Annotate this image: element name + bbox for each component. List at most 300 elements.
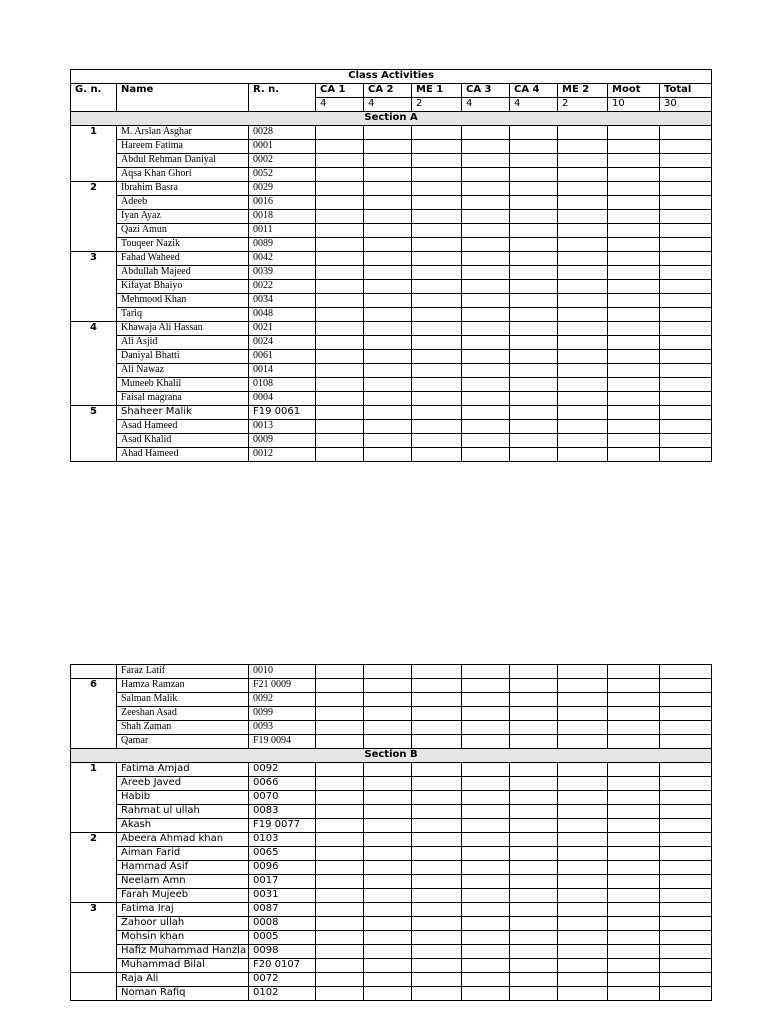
score-cell-ca4[interactable] xyxy=(510,735,558,749)
score-cell-ca4[interactable] xyxy=(510,931,558,945)
score-cell-ca1[interactable] xyxy=(316,294,364,308)
score-cell-me1[interactable] xyxy=(412,196,462,210)
score-cell-me2[interactable] xyxy=(558,987,608,1001)
score-cell-total[interactable] xyxy=(660,126,712,140)
score-cell-total[interactable] xyxy=(660,875,712,889)
score-cell-ca1[interactable] xyxy=(316,931,364,945)
score-cell-total[interactable] xyxy=(660,266,712,280)
score-cell-ca2[interactable] xyxy=(364,322,412,336)
score-cell-me1[interactable] xyxy=(412,847,462,861)
score-cell-me1[interactable] xyxy=(412,392,462,406)
score-cell-ca1[interactable] xyxy=(316,182,364,196)
score-cell-me2[interactable] xyxy=(558,154,608,168)
score-cell-ca2[interactable] xyxy=(364,266,412,280)
score-cell-me2[interactable] xyxy=(558,721,608,735)
score-cell-ca2[interactable] xyxy=(364,224,412,238)
score-cell-moot[interactable] xyxy=(608,833,660,847)
score-cell-ca1[interactable] xyxy=(316,805,364,819)
score-cell-me1[interactable] xyxy=(412,861,462,875)
score-cell-ca4[interactable] xyxy=(510,336,558,350)
score-cell-me1[interactable] xyxy=(412,266,462,280)
score-cell-me2[interactable] xyxy=(558,847,608,861)
score-cell-me1[interactable] xyxy=(412,707,462,721)
score-cell-ca3[interactable] xyxy=(462,182,510,196)
score-cell-ca4[interactable] xyxy=(510,721,558,735)
score-cell-me1[interactable] xyxy=(412,182,462,196)
score-cell-me1[interactable] xyxy=(412,917,462,931)
score-cell-me2[interactable] xyxy=(558,819,608,833)
score-cell-me1[interactable] xyxy=(412,322,462,336)
score-cell-ca2[interactable] xyxy=(364,308,412,322)
score-cell-moot[interactable] xyxy=(608,392,660,406)
score-cell-moot[interactable] xyxy=(608,154,660,168)
score-cell-ca3[interactable] xyxy=(462,168,510,182)
score-cell-me2[interactable] xyxy=(558,210,608,224)
score-cell-total[interactable] xyxy=(660,945,712,959)
score-cell-ca3[interactable] xyxy=(462,266,510,280)
score-cell-me2[interactable] xyxy=(558,889,608,903)
score-cell-ca3[interactable] xyxy=(462,791,510,805)
score-cell-moot[interactable] xyxy=(608,140,660,154)
score-cell-ca3[interactable] xyxy=(462,154,510,168)
score-cell-ca4[interactable] xyxy=(510,392,558,406)
score-cell-ca4[interactable] xyxy=(510,679,558,693)
score-cell-moot[interactable] xyxy=(608,168,660,182)
score-cell-moot[interactable] xyxy=(608,420,660,434)
score-cell-ca1[interactable] xyxy=(316,224,364,238)
score-cell-ca4[interactable] xyxy=(510,959,558,973)
score-cell-total[interactable] xyxy=(660,805,712,819)
score-cell-ca4[interactable] xyxy=(510,945,558,959)
score-cell-me1[interactable] xyxy=(412,693,462,707)
score-cell-moot[interactable] xyxy=(608,336,660,350)
score-cell-ca2[interactable] xyxy=(364,973,412,987)
score-cell-ca1[interactable] xyxy=(316,336,364,350)
score-cell-me2[interactable] xyxy=(558,945,608,959)
score-cell-moot[interactable] xyxy=(608,679,660,693)
score-cell-me2[interactable] xyxy=(558,336,608,350)
score-cell-me1[interactable] xyxy=(412,210,462,224)
score-cell-ca1[interactable] xyxy=(316,889,364,903)
score-cell-ca2[interactable] xyxy=(364,903,412,917)
score-cell-ca2[interactable] xyxy=(364,805,412,819)
score-cell-me2[interactable] xyxy=(558,861,608,875)
score-cell-ca2[interactable] xyxy=(364,392,412,406)
score-cell-ca2[interactable] xyxy=(364,182,412,196)
score-cell-ca4[interactable] xyxy=(510,154,558,168)
score-cell-moot[interactable] xyxy=(608,987,660,1001)
score-cell-me2[interactable] xyxy=(558,679,608,693)
score-cell-ca2[interactable] xyxy=(364,987,412,1001)
score-cell-total[interactable] xyxy=(660,154,712,168)
score-cell-ca3[interactable] xyxy=(462,196,510,210)
score-cell-me2[interactable] xyxy=(558,735,608,749)
score-cell-moot[interactable] xyxy=(608,707,660,721)
score-cell-total[interactable] xyxy=(660,378,712,392)
score-cell-ca4[interactable] xyxy=(510,266,558,280)
score-cell-ca2[interactable] xyxy=(364,847,412,861)
score-cell-moot[interactable] xyxy=(608,763,660,777)
score-cell-ca2[interactable] xyxy=(364,350,412,364)
score-cell-ca1[interactable] xyxy=(316,448,364,462)
score-cell-me2[interactable] xyxy=(558,392,608,406)
score-cell-ca4[interactable] xyxy=(510,252,558,266)
score-cell-me1[interactable] xyxy=(412,721,462,735)
score-cell-moot[interactable] xyxy=(608,931,660,945)
score-cell-ca4[interactable] xyxy=(510,777,558,791)
score-cell-ca4[interactable] xyxy=(510,903,558,917)
score-cell-ca2[interactable] xyxy=(364,406,412,420)
score-cell-me2[interactable] xyxy=(558,140,608,154)
score-cell-ca2[interactable] xyxy=(364,448,412,462)
score-cell-ca2[interactable] xyxy=(364,721,412,735)
score-cell-total[interactable] xyxy=(660,336,712,350)
score-cell-ca1[interactable] xyxy=(316,420,364,434)
score-cell-me1[interactable] xyxy=(412,791,462,805)
score-cell-me1[interactable] xyxy=(412,931,462,945)
score-cell-ca3[interactable] xyxy=(462,917,510,931)
score-cell-moot[interactable] xyxy=(608,847,660,861)
score-cell-ca4[interactable] xyxy=(510,707,558,721)
score-cell-total[interactable] xyxy=(660,364,712,378)
score-cell-me1[interactable] xyxy=(412,889,462,903)
score-cell-me1[interactable] xyxy=(412,959,462,973)
score-cell-moot[interactable] xyxy=(608,959,660,973)
score-cell-me2[interactable] xyxy=(558,875,608,889)
score-cell-me2[interactable] xyxy=(558,805,608,819)
score-cell-ca1[interactable] xyxy=(316,392,364,406)
score-cell-total[interactable] xyxy=(660,224,712,238)
score-cell-total[interactable] xyxy=(660,791,712,805)
score-cell-ca1[interactable] xyxy=(316,196,364,210)
score-cell-me1[interactable] xyxy=(412,679,462,693)
score-cell-ca1[interactable] xyxy=(316,434,364,448)
score-cell-total[interactable] xyxy=(660,420,712,434)
score-cell-ca1[interactable] xyxy=(316,791,364,805)
score-cell-total[interactable] xyxy=(660,763,712,777)
score-cell-ca3[interactable] xyxy=(462,350,510,364)
score-cell-me2[interactable] xyxy=(558,266,608,280)
score-cell-ca2[interactable] xyxy=(364,378,412,392)
score-cell-ca4[interactable] xyxy=(510,294,558,308)
score-cell-ca4[interactable] xyxy=(510,406,558,420)
score-cell-moot[interactable] xyxy=(608,378,660,392)
score-cell-me2[interactable] xyxy=(558,777,608,791)
score-cell-moot[interactable] xyxy=(608,665,660,679)
score-cell-moot[interactable] xyxy=(608,322,660,336)
score-cell-me2[interactable] xyxy=(558,126,608,140)
score-cell-ca4[interactable] xyxy=(510,973,558,987)
score-cell-ca3[interactable] xyxy=(462,140,510,154)
score-cell-me1[interactable] xyxy=(412,378,462,392)
score-cell-ca1[interactable] xyxy=(316,917,364,931)
score-cell-ca2[interactable] xyxy=(364,252,412,266)
score-cell-total[interactable] xyxy=(660,238,712,252)
score-cell-me2[interactable] xyxy=(558,448,608,462)
score-cell-ca2[interactable] xyxy=(364,945,412,959)
score-cell-me1[interactable] xyxy=(412,434,462,448)
score-cell-ca1[interactable] xyxy=(316,280,364,294)
score-cell-me2[interactable] xyxy=(558,280,608,294)
score-cell-moot[interactable] xyxy=(608,224,660,238)
score-cell-me1[interactable] xyxy=(412,308,462,322)
score-cell-ca1[interactable] xyxy=(316,679,364,693)
score-cell-ca1[interactable] xyxy=(316,875,364,889)
score-cell-ca2[interactable] xyxy=(364,917,412,931)
score-cell-total[interactable] xyxy=(660,889,712,903)
score-cell-total[interactable] xyxy=(660,196,712,210)
score-cell-ca4[interactable] xyxy=(510,224,558,238)
score-cell-me1[interactable] xyxy=(412,819,462,833)
score-cell-ca3[interactable] xyxy=(462,819,510,833)
score-cell-total[interactable] xyxy=(660,434,712,448)
score-cell-ca2[interactable] xyxy=(364,665,412,679)
score-cell-me1[interactable] xyxy=(412,903,462,917)
score-cell-me1[interactable] xyxy=(412,350,462,364)
score-cell-me2[interactable] xyxy=(558,665,608,679)
score-cell-ca4[interactable] xyxy=(510,322,558,336)
score-cell-ca2[interactable] xyxy=(364,210,412,224)
score-cell-ca2[interactable] xyxy=(364,364,412,378)
score-cell-me1[interactable] xyxy=(412,420,462,434)
score-cell-me1[interactable] xyxy=(412,364,462,378)
score-cell-ca3[interactable] xyxy=(462,735,510,749)
score-cell-me2[interactable] xyxy=(558,294,608,308)
score-cell-total[interactable] xyxy=(660,833,712,847)
score-cell-ca1[interactable] xyxy=(316,168,364,182)
score-cell-me2[interactable] xyxy=(558,763,608,777)
score-cell-me1[interactable] xyxy=(412,763,462,777)
score-cell-ca1[interactable] xyxy=(316,987,364,1001)
score-cell-ca4[interactable] xyxy=(510,448,558,462)
score-cell-moot[interactable] xyxy=(608,308,660,322)
score-cell-me2[interactable] xyxy=(558,917,608,931)
score-cell-ca2[interactable] xyxy=(364,875,412,889)
score-cell-ca2[interactable] xyxy=(364,420,412,434)
score-cell-ca3[interactable] xyxy=(462,280,510,294)
score-cell-me2[interactable] xyxy=(558,973,608,987)
score-cell-me2[interactable] xyxy=(558,308,608,322)
score-cell-ca1[interactable] xyxy=(316,959,364,973)
score-cell-ca1[interactable] xyxy=(316,210,364,224)
score-cell-ca3[interactable] xyxy=(462,252,510,266)
score-cell-total[interactable] xyxy=(660,861,712,875)
score-cell-me2[interactable] xyxy=(558,350,608,364)
score-cell-me2[interactable] xyxy=(558,238,608,252)
score-cell-ca4[interactable] xyxy=(510,665,558,679)
score-cell-ca2[interactable] xyxy=(364,196,412,210)
score-cell-total[interactable] xyxy=(660,721,712,735)
score-cell-ca1[interactable] xyxy=(316,847,364,861)
score-cell-me1[interactable] xyxy=(412,252,462,266)
score-cell-moot[interactable] xyxy=(608,819,660,833)
score-cell-ca3[interactable] xyxy=(462,378,510,392)
score-cell-me1[interactable] xyxy=(412,154,462,168)
score-cell-me2[interactable] xyxy=(558,378,608,392)
score-cell-ca4[interactable] xyxy=(510,819,558,833)
score-cell-moot[interactable] xyxy=(608,238,660,252)
score-cell-ca4[interactable] xyxy=(510,378,558,392)
score-cell-ca1[interactable] xyxy=(316,721,364,735)
score-cell-ca2[interactable] xyxy=(364,735,412,749)
score-cell-moot[interactable] xyxy=(608,735,660,749)
score-cell-total[interactable] xyxy=(660,917,712,931)
score-cell-ca1[interactable] xyxy=(316,973,364,987)
score-cell-moot[interactable] xyxy=(608,861,660,875)
score-cell-total[interactable] xyxy=(660,350,712,364)
score-cell-ca2[interactable] xyxy=(364,434,412,448)
score-cell-moot[interactable] xyxy=(608,777,660,791)
score-cell-total[interactable] xyxy=(660,294,712,308)
score-cell-ca2[interactable] xyxy=(364,833,412,847)
score-cell-ca2[interactable] xyxy=(364,280,412,294)
score-cell-moot[interactable] xyxy=(608,693,660,707)
score-cell-me2[interactable] xyxy=(558,406,608,420)
score-cell-ca3[interactable] xyxy=(462,777,510,791)
score-cell-moot[interactable] xyxy=(608,805,660,819)
score-cell-ca3[interactable] xyxy=(462,224,510,238)
score-cell-ca1[interactable] xyxy=(316,308,364,322)
score-cell-ca1[interactable] xyxy=(316,126,364,140)
score-cell-ca3[interactable] xyxy=(462,875,510,889)
score-cell-ca2[interactable] xyxy=(364,931,412,945)
score-cell-ca4[interactable] xyxy=(510,847,558,861)
score-cell-ca4[interactable] xyxy=(510,280,558,294)
score-cell-ca1[interactable] xyxy=(316,406,364,420)
score-cell-ca1[interactable] xyxy=(316,763,364,777)
score-cell-me1[interactable] xyxy=(412,294,462,308)
score-cell-ca3[interactable] xyxy=(462,945,510,959)
score-cell-ca1[interactable] xyxy=(316,322,364,336)
score-cell-ca3[interactable] xyxy=(462,364,510,378)
score-cell-ca2[interactable] xyxy=(364,126,412,140)
score-cell-ca3[interactable] xyxy=(462,987,510,1001)
score-cell-ca4[interactable] xyxy=(510,420,558,434)
score-cell-me1[interactable] xyxy=(412,126,462,140)
score-cell-total[interactable] xyxy=(660,959,712,973)
score-cell-ca4[interactable] xyxy=(510,434,558,448)
score-cell-ca3[interactable] xyxy=(462,805,510,819)
score-cell-total[interactable] xyxy=(660,693,712,707)
score-cell-total[interactable] xyxy=(660,448,712,462)
score-cell-moot[interactable] xyxy=(608,126,660,140)
score-cell-moot[interactable] xyxy=(608,945,660,959)
score-cell-total[interactable] xyxy=(660,973,712,987)
score-cell-me1[interactable] xyxy=(412,875,462,889)
score-cell-ca4[interactable] xyxy=(510,182,558,196)
score-cell-ca1[interactable] xyxy=(316,819,364,833)
score-cell-me1[interactable] xyxy=(412,945,462,959)
score-cell-ca3[interactable] xyxy=(462,448,510,462)
score-cell-ca1[interactable] xyxy=(316,707,364,721)
score-cell-ca1[interactable] xyxy=(316,140,364,154)
score-cell-ca2[interactable] xyxy=(364,861,412,875)
score-cell-ca2[interactable] xyxy=(364,154,412,168)
score-cell-me1[interactable] xyxy=(412,777,462,791)
score-cell-total[interactable] xyxy=(660,140,712,154)
score-cell-moot[interactable] xyxy=(608,917,660,931)
score-cell-ca4[interactable] xyxy=(510,917,558,931)
score-cell-ca2[interactable] xyxy=(364,763,412,777)
score-cell-ca1[interactable] xyxy=(316,350,364,364)
score-cell-total[interactable] xyxy=(660,322,712,336)
score-cell-ca2[interactable] xyxy=(364,819,412,833)
score-cell-me2[interactable] xyxy=(558,322,608,336)
score-cell-moot[interactable] xyxy=(608,434,660,448)
score-cell-ca2[interactable] xyxy=(364,777,412,791)
score-cell-me1[interactable] xyxy=(412,140,462,154)
score-cell-ca4[interactable] xyxy=(510,693,558,707)
score-cell-ca2[interactable] xyxy=(364,679,412,693)
score-cell-total[interactable] xyxy=(660,665,712,679)
score-cell-ca4[interactable] xyxy=(510,875,558,889)
score-cell-ca4[interactable] xyxy=(510,308,558,322)
score-cell-me2[interactable] xyxy=(558,959,608,973)
score-cell-ca3[interactable] xyxy=(462,959,510,973)
score-cell-moot[interactable] xyxy=(608,350,660,364)
score-cell-ca2[interactable] xyxy=(364,238,412,252)
score-cell-ca3[interactable] xyxy=(462,322,510,336)
score-cell-me1[interactable] xyxy=(412,987,462,1001)
score-cell-ca3[interactable] xyxy=(462,763,510,777)
score-cell-ca1[interactable] xyxy=(316,238,364,252)
score-cell-ca4[interactable] xyxy=(510,791,558,805)
score-cell-moot[interactable] xyxy=(608,210,660,224)
score-cell-moot[interactable] xyxy=(608,294,660,308)
score-cell-ca1[interactable] xyxy=(316,693,364,707)
score-cell-me2[interactable] xyxy=(558,791,608,805)
score-cell-ca3[interactable] xyxy=(462,238,510,252)
score-cell-ca3[interactable] xyxy=(462,210,510,224)
score-cell-moot[interactable] xyxy=(608,280,660,294)
score-cell-moot[interactable] xyxy=(608,364,660,378)
score-cell-total[interactable] xyxy=(660,308,712,322)
score-cell-ca4[interactable] xyxy=(510,763,558,777)
score-cell-ca4[interactable] xyxy=(510,833,558,847)
score-cell-moot[interactable] xyxy=(608,721,660,735)
score-cell-ca2[interactable] xyxy=(364,140,412,154)
score-cell-ca4[interactable] xyxy=(510,861,558,875)
score-cell-me1[interactable] xyxy=(412,280,462,294)
score-cell-total[interactable] xyxy=(660,392,712,406)
score-cell-moot[interactable] xyxy=(608,791,660,805)
score-cell-ca3[interactable] xyxy=(462,294,510,308)
score-cell-ca2[interactable] xyxy=(364,791,412,805)
score-cell-ca1[interactable] xyxy=(316,266,364,280)
score-cell-ca1[interactable] xyxy=(316,945,364,959)
score-cell-me1[interactable] xyxy=(412,448,462,462)
score-cell-ca1[interactable] xyxy=(316,861,364,875)
score-cell-total[interactable] xyxy=(660,210,712,224)
score-cell-ca1[interactable] xyxy=(316,777,364,791)
score-cell-total[interactable] xyxy=(660,987,712,1001)
score-cell-me1[interactable] xyxy=(412,168,462,182)
score-cell-ca4[interactable] xyxy=(510,889,558,903)
score-cell-total[interactable] xyxy=(660,679,712,693)
score-cell-ca3[interactable] xyxy=(462,406,510,420)
score-cell-total[interactable] xyxy=(660,182,712,196)
score-cell-me2[interactable] xyxy=(558,903,608,917)
score-cell-ca4[interactable] xyxy=(510,238,558,252)
score-cell-ca3[interactable] xyxy=(462,973,510,987)
score-cell-ca3[interactable] xyxy=(462,308,510,322)
score-cell-ca3[interactable] xyxy=(462,434,510,448)
score-cell-ca2[interactable] xyxy=(364,294,412,308)
score-cell-ca3[interactable] xyxy=(462,665,510,679)
score-cell-me2[interactable] xyxy=(558,224,608,238)
score-cell-me2[interactable] xyxy=(558,707,608,721)
score-cell-moot[interactable] xyxy=(608,973,660,987)
